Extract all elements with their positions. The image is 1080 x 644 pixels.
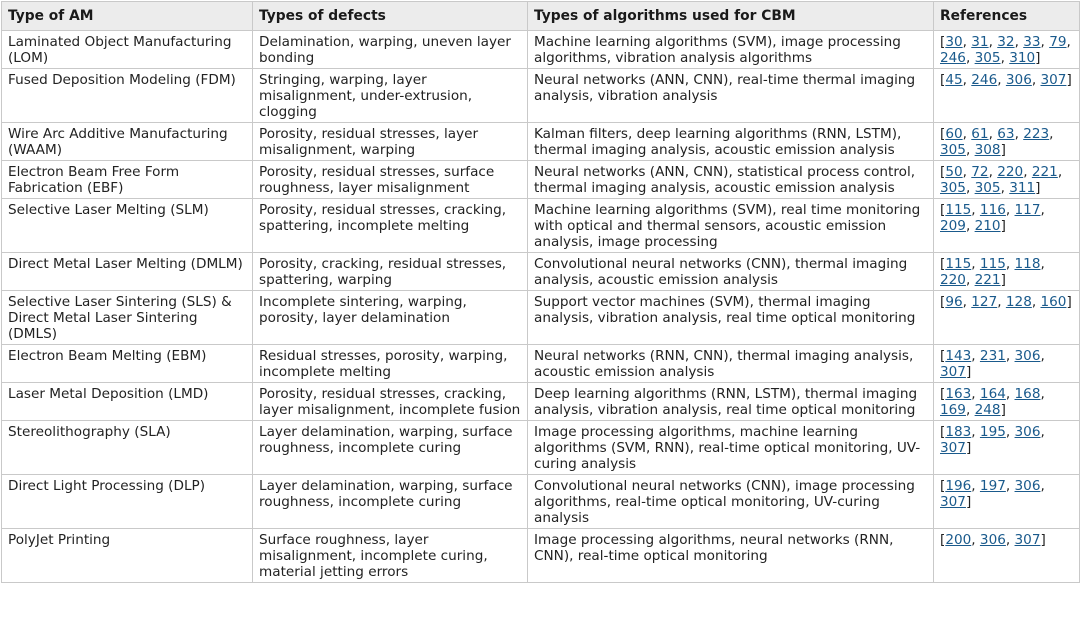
reference-link[interactable]: 209 bbox=[940, 218, 966, 234]
bracket-close: ] bbox=[1000, 142, 1006, 158]
reference-separator: , bbox=[971, 478, 980, 494]
reference-link[interactable]: 306 bbox=[979, 532, 1006, 548]
bracket-open: [ bbox=[940, 34, 946, 50]
bracket-close: ] bbox=[1035, 180, 1041, 196]
reference-separator: , bbox=[1040, 34, 1050, 50]
reference-separator: , bbox=[1040, 202, 1045, 218]
cell-defects: Porosity, residual stresses, surface roughness, layer misalignment bbox=[253, 161, 528, 199]
reference-link[interactable]: 311 bbox=[1009, 180, 1036, 196]
reference-link[interactable]: 231 bbox=[979, 348, 1006, 364]
reference-separator: , bbox=[965, 272, 975, 288]
table-row bbox=[2, 421, 1080, 475]
reference-link[interactable]: 307 bbox=[1014, 532, 1041, 548]
table-row bbox=[2, 69, 1080, 123]
reference-link[interactable]: 306 bbox=[1005, 72, 1032, 88]
cell-references bbox=[934, 291, 1080, 345]
bracket-close: ] bbox=[1040, 532, 1046, 548]
reference-link[interactable]: 220 bbox=[997, 164, 1024, 180]
reference-separator: , bbox=[1005, 386, 1015, 402]
reference-separator: , bbox=[1040, 256, 1045, 272]
reference-link[interactable]: 115 bbox=[945, 256, 972, 272]
cell-am-type: Direct Light Processing (DLP) bbox=[2, 475, 253, 529]
reference-link[interactable]: 79 bbox=[1049, 34, 1067, 50]
table-header bbox=[2, 2, 1080, 31]
cell-defects: Porosity, residual stresses, cracking, spattering, incomplete melting bbox=[253, 199, 528, 253]
table-row bbox=[2, 31, 1080, 69]
reference-link[interactable]: 248 bbox=[974, 402, 1001, 418]
reference-separator: , bbox=[1066, 34, 1071, 50]
reference-link[interactable]: 310 bbox=[1009, 50, 1036, 66]
reference-separator: , bbox=[1040, 348, 1045, 364]
cell-algorithms: Machine learning algorithms (SVM), image processing algorithms, vibration analysis algorithms bbox=[528, 31, 934, 69]
cell-algorithms: Neural networks (ANN, CNN), statistical process control, thermal imaging analysis, acoustic emission analysis bbox=[528, 161, 934, 199]
reference-link[interactable]: 306 bbox=[1014, 348, 1041, 364]
bracket-open: [ bbox=[940, 164, 946, 180]
reference-link[interactable]: 307 bbox=[940, 440, 966, 456]
reference-link[interactable]: 305 bbox=[974, 50, 1001, 66]
cell-am-type: Electron Beam Free Form Fabrication (EBF) bbox=[2, 161, 253, 199]
cell-references bbox=[934, 383, 1080, 421]
table-row bbox=[2, 199, 1080, 253]
cell-am-type: Selective Laser Sintering (SLS) & Direct Metal Laser Sintering (DMLS) bbox=[2, 291, 253, 345]
reference-separator: , bbox=[962, 72, 972, 88]
reference-link[interactable]: 127 bbox=[971, 294, 998, 310]
reference-separator: , bbox=[1005, 478, 1015, 494]
cell-references bbox=[934, 529, 1080, 583]
cell-references bbox=[934, 123, 1080, 161]
header-type-of-am: Type of AM bbox=[2, 2, 253, 31]
reference-separator: , bbox=[1005, 424, 1015, 440]
reference-separator: , bbox=[971, 202, 980, 218]
reference-link[interactable]: 195 bbox=[979, 424, 1006, 440]
cell-algorithms: Image processing algorithms, machine learning algorithms (SVM, RNN), real-time optical monitoring, UV-curing analysis bbox=[528, 421, 934, 475]
bracket-open: [ bbox=[940, 532, 946, 548]
reference-link[interactable]: 72 bbox=[971, 164, 989, 180]
cell-algorithms: Kalman filters, deep learning algorithms (RNN, LSTM), thermal imaging analysis, acoustic emission analysis bbox=[528, 123, 934, 161]
cell-am-type: Direct Metal Laser Melting (DMLM) bbox=[2, 253, 253, 291]
reference-separator: , bbox=[1040, 386, 1045, 402]
bracket-open: [ bbox=[940, 294, 946, 310]
cell-defects: Residual stresses, porosity, warping, incomplete melting bbox=[253, 345, 528, 383]
bracket-open: [ bbox=[940, 478, 946, 494]
table-row bbox=[2, 345, 1080, 383]
reference-link[interactable]: 128 bbox=[1005, 294, 1032, 310]
reference-link[interactable]: 305 bbox=[940, 142, 966, 158]
bracket-open: [ bbox=[940, 386, 946, 402]
reference-link[interactable]: 143 bbox=[945, 348, 972, 364]
cell-algorithms: Machine learning algorithms (SVM), real time monitoring with optical and thermal sensors, acoustic emission analysis, image processing bbox=[528, 199, 934, 253]
cell-am-type: Laser Metal Deposition (LMD) bbox=[2, 383, 253, 421]
cell-am-type: Laminated Object Manufacturing (LOM) bbox=[2, 31, 253, 69]
reference-link[interactable]: 60 bbox=[945, 126, 963, 142]
reference-separator: , bbox=[962, 34, 972, 50]
bracket-close: ] bbox=[1000, 272, 1006, 288]
reference-separator: , bbox=[962, 164, 972, 180]
reference-separator: , bbox=[1040, 424, 1045, 440]
bracket-close: ] bbox=[1000, 402, 1006, 418]
reference-link[interactable]: 30 bbox=[945, 34, 963, 50]
reference-link[interactable]: 31 bbox=[971, 34, 989, 50]
reference-separator: , bbox=[1040, 478, 1045, 494]
bracket-open: [ bbox=[940, 256, 946, 272]
reference-separator: , bbox=[965, 180, 975, 196]
reference-link[interactable]: 169 bbox=[940, 402, 966, 418]
bracket-close: ] bbox=[1066, 294, 1072, 310]
reference-separator: , bbox=[971, 348, 980, 364]
table-row bbox=[2, 291, 1080, 345]
reference-link[interactable]: 307 bbox=[1040, 72, 1067, 88]
cell-am-type: Wire Arc Additive Manufacturing (WAAM) bbox=[2, 123, 253, 161]
reference-separator: , bbox=[1014, 34, 1024, 50]
cell-algorithms: Support vector machines (SVM), thermal imaging analysis, vibration analysis, real time optical monitoring bbox=[528, 291, 934, 345]
reference-link[interactable]: 220 bbox=[940, 272, 966, 288]
bracket-open: [ bbox=[940, 348, 946, 364]
reference-link[interactable]: 163 bbox=[945, 386, 972, 402]
cell-defects: Layer delamination, warping, surface roughness, incomplete curing bbox=[253, 475, 528, 529]
bracket-close: ] bbox=[965, 494, 972, 510]
reference-link[interactable]: 117 bbox=[1014, 202, 1041, 218]
reference-separator: , bbox=[997, 294, 1006, 310]
reference-link[interactable]: 115 bbox=[979, 256, 1006, 272]
reference-separator: , bbox=[1000, 50, 1010, 66]
bracket-close: ] bbox=[1066, 72, 1072, 88]
cell-algorithms: Image processing algorithms, neural networks (RNN, CNN), real-time optical monitoring bbox=[528, 529, 934, 583]
cell-am-type: Selective Laser Melting (SLM) bbox=[2, 199, 253, 253]
cell-references bbox=[934, 475, 1080, 529]
reference-separator: , bbox=[1049, 126, 1054, 142]
table-row bbox=[2, 253, 1080, 291]
reference-separator: , bbox=[988, 126, 998, 142]
table-row bbox=[2, 529, 1080, 583]
reference-link[interactable]: 115 bbox=[945, 202, 972, 218]
reference-link[interactable]: 246 bbox=[971, 72, 998, 88]
reference-link[interactable]: 50 bbox=[945, 164, 963, 180]
bracket-open: [ bbox=[940, 202, 946, 218]
reference-link[interactable]: 196 bbox=[945, 478, 972, 494]
reference-separator: , bbox=[971, 532, 980, 548]
reference-link[interactable]: 116 bbox=[979, 202, 1006, 218]
reference-link[interactable]: 306 bbox=[1014, 424, 1041, 440]
bracket-close: ] bbox=[965, 440, 972, 456]
reference-link[interactable]: 223 bbox=[1023, 126, 1050, 142]
table-row bbox=[2, 383, 1080, 421]
reference-link[interactable]: 61 bbox=[971, 126, 989, 142]
cell-algorithms: Deep learning algorithms (RNN, LSTM), thermal imaging analysis, vibration analysis, real time optical monitoring bbox=[528, 383, 934, 421]
reference-separator: , bbox=[971, 386, 980, 402]
reference-separator: , bbox=[1057, 164, 1063, 180]
cell-references bbox=[934, 161, 1080, 199]
reference-separator: , bbox=[1031, 72, 1041, 88]
table-row bbox=[2, 475, 1080, 529]
reference-separator: , bbox=[965, 50, 975, 66]
reference-separator: , bbox=[1023, 164, 1032, 180]
reference-separator: , bbox=[962, 294, 972, 310]
reference-link[interactable]: 221 bbox=[974, 272, 1001, 288]
reference-link[interactable]: 308 bbox=[974, 142, 1001, 158]
reference-link[interactable]: 307 bbox=[940, 494, 966, 510]
reference-link[interactable]: 118 bbox=[1014, 256, 1041, 272]
table-row bbox=[2, 123, 1080, 161]
cell-defects: Porosity, residual stresses, cracking, layer misalignment, incomplete fusion bbox=[253, 383, 528, 421]
table-row bbox=[2, 161, 1080, 199]
reference-link[interactable]: 246 bbox=[940, 50, 966, 66]
header-references: References bbox=[934, 2, 1080, 31]
cell-references bbox=[934, 253, 1080, 291]
cell-am-type: Electron Beam Melting (EBM) bbox=[2, 345, 253, 383]
reference-separator: , bbox=[988, 34, 998, 50]
reference-link[interactable]: 33 bbox=[1023, 34, 1041, 50]
reference-separator: , bbox=[988, 164, 998, 180]
cell-algorithms: Neural networks (ANN, CNN), real-time thermal imaging analysis, vibration analysis bbox=[528, 69, 934, 123]
bracket-close: ] bbox=[1000, 218, 1006, 234]
reference-link[interactable]: 305 bbox=[974, 180, 1001, 196]
reference-separator: , bbox=[1031, 294, 1041, 310]
header-types-of-defects: Types of defects bbox=[253, 2, 528, 31]
reference-separator: , bbox=[1005, 256, 1015, 272]
reference-link[interactable]: 160 bbox=[1040, 294, 1067, 310]
cell-defects: Surface roughness, layer misalignment, incomplete curing, material jetting errors bbox=[253, 529, 528, 583]
reference-link[interactable]: 164 bbox=[979, 386, 1006, 402]
reference-link[interactable]: 45 bbox=[945, 72, 963, 88]
cell-defects: Stringing, warping, layer misalignment, under-extrusion, clogging bbox=[253, 69, 528, 123]
cell-references bbox=[934, 199, 1080, 253]
reference-separator: , bbox=[965, 402, 975, 418]
reference-separator: , bbox=[971, 256, 980, 272]
reference-link[interactable]: 307 bbox=[940, 364, 966, 380]
bracket-close: ] bbox=[1035, 50, 1041, 66]
cell-am-type: Stereolithography (SLA) bbox=[2, 421, 253, 475]
table-body bbox=[2, 31, 1080, 583]
cell-algorithms: Neural networks (RNN, CNN), thermal imaging analysis, acoustic emission analysis bbox=[528, 345, 934, 383]
reference-link[interactable]: 168 bbox=[1014, 386, 1041, 402]
cell-defects: Delamination, warping, uneven layer bonding bbox=[253, 31, 528, 69]
reference-link[interactable]: 200 bbox=[945, 532, 972, 548]
reference-separator: , bbox=[1005, 532, 1015, 548]
reference-link[interactable]: 96 bbox=[945, 294, 963, 310]
cell-defects: Porosity, cracking, residual stresses, spattering, warping bbox=[253, 253, 528, 291]
reference-link[interactable]: 32 bbox=[997, 34, 1015, 50]
reference-link[interactable]: 221 bbox=[1031, 164, 1058, 180]
reference-separator: , bbox=[965, 142, 975, 158]
cell-defects: Incomplete sintering, warping, porosity, layer delamination bbox=[253, 291, 528, 345]
reference-separator: , bbox=[1005, 348, 1015, 364]
bracket-close: ] bbox=[965, 364, 972, 380]
am-cbm-table bbox=[1, 1, 1080, 583]
reference-link[interactable]: 305 bbox=[940, 180, 966, 196]
cell-defects: Layer delamination, warping, surface roughness, incomplete curing bbox=[253, 421, 528, 475]
reference-separator: , bbox=[997, 72, 1006, 88]
cell-defects: Porosity, residual stresses, layer misalignment, warping bbox=[253, 123, 528, 161]
reference-separator: , bbox=[1000, 180, 1010, 196]
cell-algorithms: Convolutional neural networks (CNN), thermal imaging analysis, acoustic emission analysis bbox=[528, 253, 934, 291]
bracket-open: [ bbox=[940, 72, 946, 88]
reference-link[interactable]: 197 bbox=[979, 478, 1006, 494]
cell-references bbox=[934, 69, 1080, 123]
reference-separator: , bbox=[965, 218, 975, 234]
bracket-open: [ bbox=[940, 424, 946, 440]
cell-references bbox=[934, 421, 1080, 475]
reference-link[interactable]: 306 bbox=[1014, 478, 1041, 494]
reference-link[interactable]: 63 bbox=[997, 126, 1015, 142]
reference-separator: , bbox=[1005, 202, 1015, 218]
reference-link[interactable]: 183 bbox=[945, 424, 972, 440]
cell-am-type: Fused Deposition Modeling (FDM) bbox=[2, 69, 253, 123]
header-algorithms: Types of algorithms used for CBM bbox=[528, 2, 934, 31]
cell-references bbox=[934, 31, 1080, 69]
bracket-open: [ bbox=[940, 126, 946, 142]
cell-am-type: PolyJet Printing bbox=[2, 529, 253, 583]
reference-separator: , bbox=[1014, 126, 1024, 142]
reference-separator: , bbox=[971, 424, 980, 440]
reference-separator: , bbox=[962, 126, 972, 142]
reference-link[interactable]: 210 bbox=[974, 218, 1001, 234]
cell-references bbox=[934, 345, 1080, 383]
cell-algorithms: Convolutional neural networks (CNN), image processing algorithms, real-time optical monitoring, UV-curing analysis bbox=[528, 475, 934, 529]
header-row bbox=[2, 2, 1080, 31]
